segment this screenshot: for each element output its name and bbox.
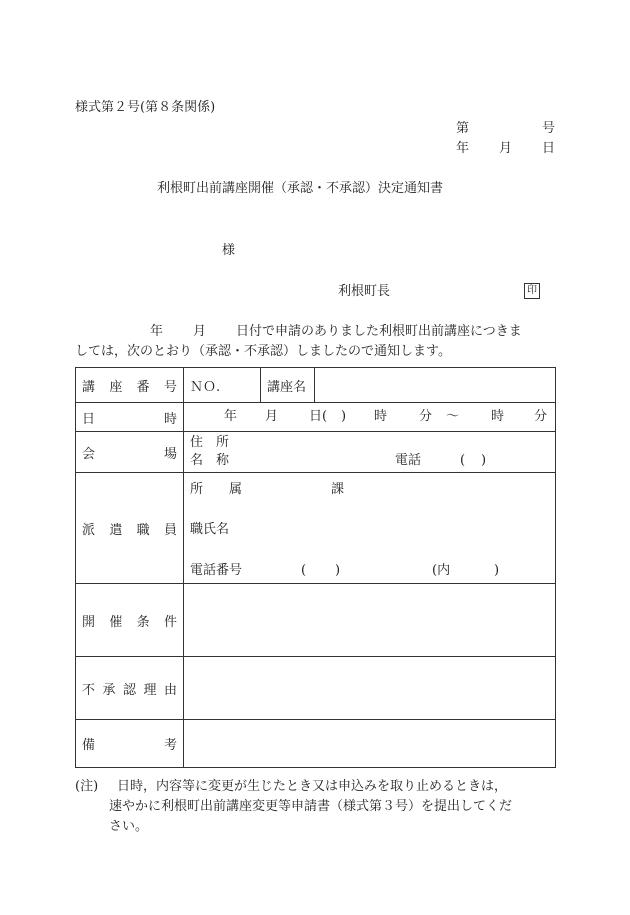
label-char: 職 [136,522,150,538]
label-char: 件 [163,614,177,630]
course-name-field[interactable] [315,368,556,403]
addressee-suffix: 様 [222,243,236,258]
label-char: 認 [122,682,136,698]
seal-mark: 印 [524,283,540,299]
dt-min1: 分 [419,409,433,424]
dt-paren-close: ) [341,409,347,424]
row-course-number [76,368,556,403]
label-char: 由 [163,682,177,698]
label-char: 遣 [109,522,123,538]
label-char: 場 [163,446,177,462]
footnote-line3-wrap [109,817,560,837]
no-label: ＮＯ. [190,379,221,395]
label-char: 号 [163,379,177,395]
remarks-field[interactable] [184,720,556,768]
document-title: 利根町出前講座開催（承認・不承認）決定通知書 [157,181,444,196]
label-char: 派 [82,522,96,538]
row-venue [76,432,556,473]
date-month: 月 [499,141,513,156]
intro-month: 月 [193,324,207,339]
conditions-field[interactable] [184,584,556,657]
label-char: 備 [82,738,96,753]
issuer: 利根町長 [338,284,391,299]
footnote-line1: 日時，内容等に変更が生じたとき又は申込みを取り止めるときは， [117,779,508,794]
staff-phone-paren-close: ) [335,563,341,578]
label-char: 考 [163,738,177,753]
rejection-reason-field[interactable] [184,657,556,720]
label-char: 条 [136,614,150,630]
row-staff [76,473,556,584]
staff-affiliation-label: 所 属 [190,482,243,497]
date-day: 日 [542,141,556,156]
label-char: 日 [82,411,96,427]
no-cell[interactable] [184,368,261,403]
staff-extension-open: (内 [432,563,451,578]
course-name-text: 講座名 [267,379,307,395]
label-char: 座 [109,379,123,395]
staff-field[interactable] [184,473,556,584]
label-course-number [76,368,184,403]
staff-extension-close: ) [494,563,500,578]
label-char: 時 [163,411,177,427]
label-char: 会 [82,446,96,462]
label-char: 開 [82,614,96,630]
label-char: 不 [82,682,96,698]
dt-min2: 分 [534,409,548,424]
label-char: 講 [82,379,96,395]
course-name-label [261,368,315,403]
staff-name-label: 職氏名 [190,522,230,537]
intro-line2: しては，次のとおり（承認・不承認）しましたので通知します。 [75,344,451,359]
venue-phone-paren-close: ) [481,453,487,468]
row-rejection-reason [76,657,556,720]
dt-hour2: 時 [491,409,505,424]
row-conditions [76,584,556,657]
date-year: 年 [456,141,470,156]
datetime-field[interactable] [184,403,556,432]
label-char: 員 [163,522,177,538]
dt-month: 月 [265,409,279,424]
footnote-line2-wrap [83,797,560,817]
label-venue [76,432,184,473]
staff-phone-paren-open: ( [301,563,307,578]
doc-number-prefix: 第 [456,121,470,136]
dt-day: 日( [309,409,328,424]
label-remarks [76,720,184,768]
course-table [75,367,556,768]
dt-tilde: ～ [446,409,460,424]
footnote [75,777,560,837]
intro-year: 年 [150,324,164,339]
venue-phone-label: 電話 [395,453,422,468]
label-datetime [76,403,184,432]
footnote-line3: さい。 [109,819,149,834]
staff-section-label: 課 [331,482,345,497]
label-char: 理 [143,682,157,698]
label-staff [76,473,184,584]
label-char: 承 [102,682,116,698]
label-char: 番 [136,379,150,395]
dt-hour1: 時 [374,409,388,424]
row-remarks [76,720,556,768]
row-datetime [76,403,556,432]
venue-phone-paren-open: ( [460,453,466,468]
footnote-mark: (注) [75,779,99,794]
doc-number-suffix: 号 [542,121,556,136]
venue-name-label: 名 称 [190,453,230,468]
intro-line1: 日付で申請のありました利根町出前講座につきま [236,324,522,339]
label-rejection-reason [76,657,184,720]
dt-year: 年 [224,409,238,424]
form-number: 様式第２号(第８条関係) [75,100,216,115]
venue-field[interactable] [184,432,556,473]
footnote-line2: 速やかに利根町出前講座変更等申請書（様式第３号）を提出してくだ [109,799,513,814]
staff-phone-label: 電話番号 [190,563,243,578]
label-conditions [76,584,184,657]
venue-address-label: 住 所 [190,435,230,450]
label-char: 催 [109,614,123,630]
